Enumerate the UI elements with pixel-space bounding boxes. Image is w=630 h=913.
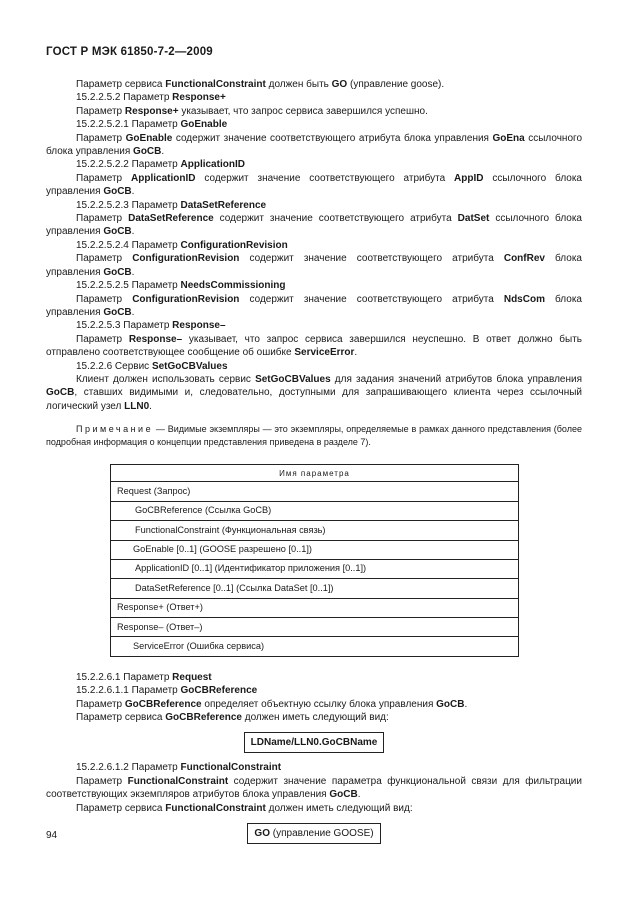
table-row: ApplicationID [0..1] (Идентификатор приложения [0..1]) xyxy=(111,559,519,578)
table-row: ServiceError (Ошибка сервиса) xyxy=(111,637,519,656)
document-body xyxy=(46,78,582,852)
paragraph: Параметр ConfigurationRevision содержит значение соответствующего атрибута ConfRev блока управления GoCB. xyxy=(46,253,582,278)
paragraph: Параметр Response– указывает, что запрос сервиса завершился неуспешно. В ответ должно быть отправлено соответствующее сообщение об ошибке ServiceError. xyxy=(46,333,582,359)
paragraph: Параметр сервиса FunctionalConstraint должен иметь следующий вид: xyxy=(76,802,413,814)
section-heading: 15.2.2.5.2.3 Параметр DataSetReference xyxy=(76,199,267,211)
table-row: GoCBReference (Ссылка GoCB) xyxy=(111,501,519,520)
section-heading: 15.2.2.5.2.2 Параметр ApplicationID xyxy=(76,159,245,171)
paragraph: Параметр сервиса GoCBReference должен иметь следующий вид: xyxy=(76,712,389,724)
section-heading: 15.2.2.5.2.1 Параметр GoEnable xyxy=(76,119,228,131)
paragraph: Параметр ApplicationID содержит значение соответствующего атрибута AppID ссылочного блока управления GoCB. xyxy=(46,172,582,198)
note-label: Примечание xyxy=(76,424,154,435)
section-heading: 15.2.2.5.3 Параметр Response– xyxy=(76,320,226,332)
table-row: FunctionalConstraint (Функциональная связь) xyxy=(111,521,519,540)
paragraph: Параметр сервиса FunctionalConstraint должен быть GO (управление goose). xyxy=(76,79,445,90)
paragraph: Параметр GoCBReference определяет объектную ссылку блока управления GoCB. xyxy=(76,698,468,710)
section-heading: 15.2.2.6.1 Параметр Request xyxy=(76,671,212,683)
table-row: GoEnable [0..1] (GOOSE разрешено [0..1]) xyxy=(111,540,519,559)
paragraph: Клиент должен использовать сервис SetGoCBValues для задания значений атрибутов блока управления GoCB, ставших видимыми и, следовательно, доступными для запрашивающего клиента через ссылочный логический узел LLN0. xyxy=(46,373,582,412)
section-heading: 15.2.2.5.2.4 Параметр ConfigurationRevision xyxy=(76,239,288,251)
paragraph: Параметр FunctionalConstraint содержит значение параметра функциональной связи для фильтрации соответствующих экземпляров атрибутов блока управления GoCB. xyxy=(46,775,582,801)
document-header: ГОСТ Р МЭК 61850-7-2—2009 xyxy=(46,46,213,58)
format-box: LDName/LLN0.GoCBName xyxy=(244,732,385,753)
parameter-table xyxy=(110,464,519,657)
section-heading: 15.2.2.6 Сервис SetGoCBValues xyxy=(76,360,228,372)
section-heading: 15.2.2.5.2.5 Параметр NeedsCommissioning xyxy=(76,280,286,292)
table-header: Имя параметра xyxy=(111,465,519,482)
section-heading: 15.2.2.6.1.2 Параметр FunctionalConstraint xyxy=(76,762,282,774)
section-heading: 15.2.2.5.2 Параметр Response+ xyxy=(76,92,226,104)
note: Примечание — Видимые экземпляры — это экземпляры, определяемые в рамках данного представления (более подробная информация о концепции представления приведена в разделе 7). xyxy=(46,424,582,447)
paragraph: Параметр ConfigurationRevision содержит значение соответствующего атрибута NdsCom блока управления GoCB. xyxy=(46,293,582,318)
paragraph: Параметр Response+ указывает, что запрос сервиса завершился успешно. xyxy=(76,105,428,117)
table-row: Request (Запрос) xyxy=(111,482,519,501)
table-row: DataSetReference [0..1] (Ссылка DataSet [0..1]) xyxy=(111,579,519,598)
section-heading: 15.2.2.6.1.1 Параметр GoCBReference xyxy=(76,685,258,697)
format-box: GO (управление GOOSE) xyxy=(247,823,380,844)
paragraph: Параметр DataSetReference содержит значение соответствующего атрибута DatSet ссылочного блока управления GoCB. xyxy=(46,213,582,238)
page-number: 94 xyxy=(46,830,58,841)
table-row: Response+ (Ответ+) xyxy=(111,598,519,617)
table-row: Response– (Ответ–) xyxy=(111,618,519,637)
paragraph: Параметр GoEnable содержит значение соответствующего атрибута блока управления GoEna ссылочного блока управления GoCB. xyxy=(46,132,583,158)
